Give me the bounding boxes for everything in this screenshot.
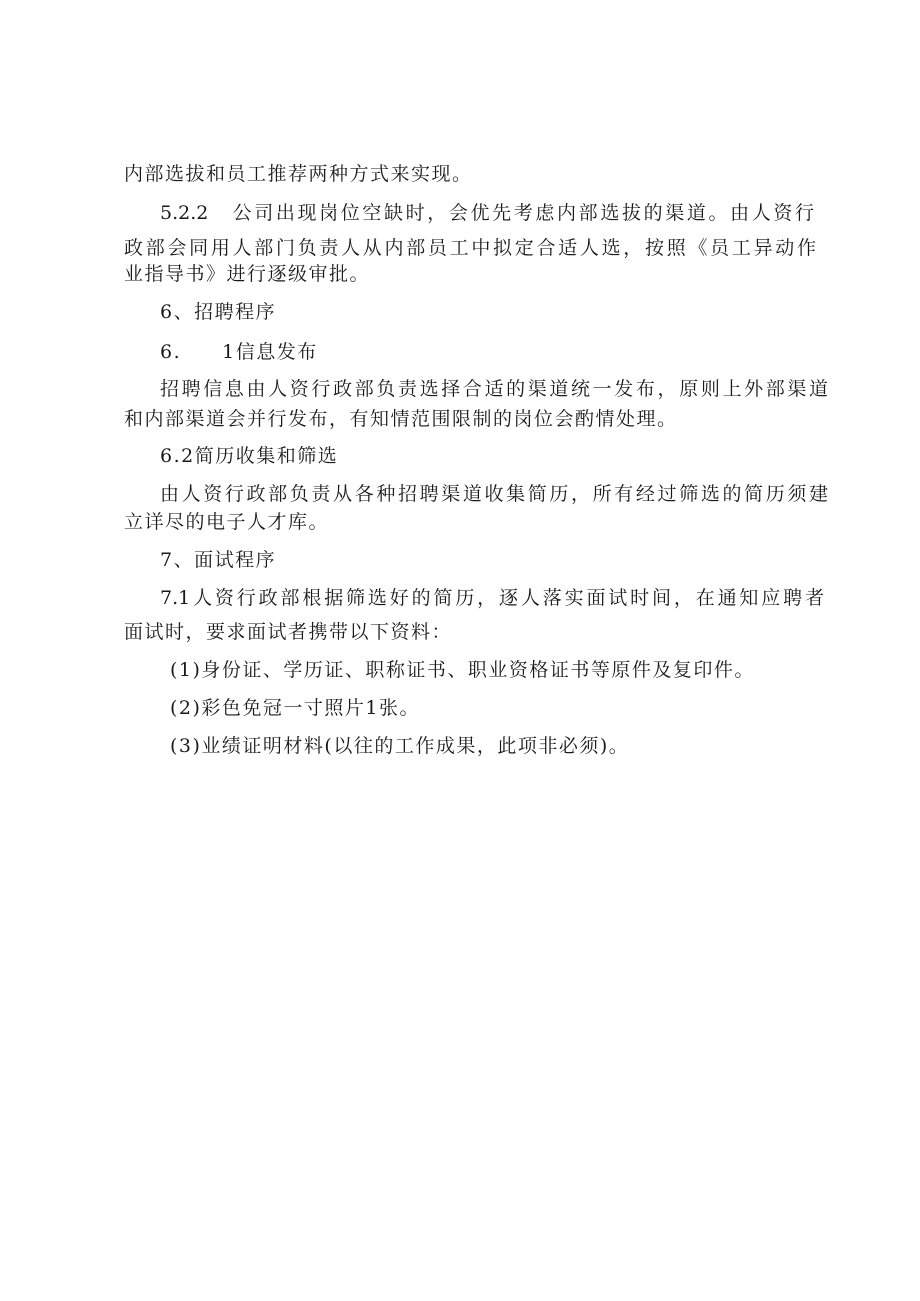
section-heading: 7、面试程序: [160, 549, 277, 571]
list-item: (2)彩色免冠一寸照片1张。: [170, 697, 421, 719]
text-line: 7.1人资行政部根据筛选好的简历，逐人落实面试时间，在通知应聘者: [160, 587, 824, 609]
subsection-heading: 6. 1信息发布: [160, 341, 318, 363]
text-line: 政部会同用人部门负责人从内部员工中拟定合适人选，按照《员工异动作: [124, 237, 816, 259]
text-line: 由人资行政部负责从各种招聘渠道收集简历，所有经过筛选的简历须建: [160, 483, 828, 505]
text-line: 立详尽的电子人才库。: [124, 511, 330, 533]
subsection-heading: 6.2简历收集和筛选: [160, 445, 339, 467]
text-line: 招聘信息由人资行政部负责选择合适的渠道统一发布，原则上外部渠道: [160, 378, 828, 400]
text-line: 面试时，要求面试者携带以下资料：: [124, 621, 453, 643]
text-line: 业指导书》进行逐级审批。: [124, 263, 371, 285]
text-line: 内部选拔和员工推荐两种方式来实现。: [124, 163, 473, 185]
text-line: 5.2.2 公司出现岗位空缺时，会优先考虑内部选拔的渠道。由人资行: [160, 202, 814, 224]
list-item: (3)业绩证明材料(以往的工作成果，此项非必须)。: [170, 735, 630, 757]
section-heading: 6、招聘程序: [160, 301, 277, 323]
list-item: (1)身份证、学历证、职称证书、职业资格证书等原件及复印件。: [170, 659, 755, 681]
text-line: 和内部渠道会并行发布，有知情范围限制的岗位会酌情处理。: [124, 408, 678, 430]
